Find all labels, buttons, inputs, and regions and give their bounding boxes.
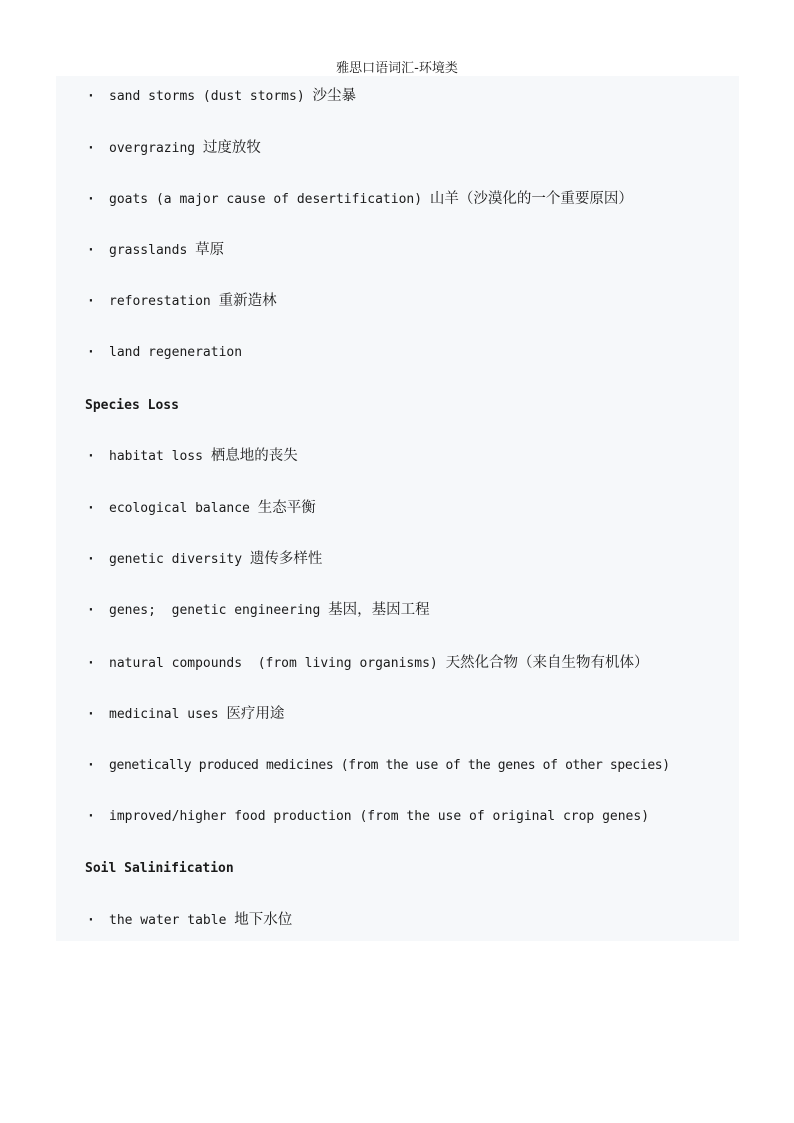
term-en: habitat loss: [109, 449, 203, 464]
term-zh: 重新造林: [218, 293, 277, 309]
list-item: [87, 704, 284, 725]
list-item: [87, 189, 633, 210]
bullet-icon: ·: [87, 603, 95, 618]
page-header: 雅思口语词汇-环境类: [336, 61, 458, 76]
term-en: genetically produced medicines (from the use of the genes of other species): [109, 758, 670, 773]
bullet-icon: ·: [87, 758, 95, 773]
term-en: ecological balance: [109, 501, 250, 516]
list-item: [87, 240, 224, 261]
list-item: [87, 653, 649, 674]
section-heading-soil-salinification: Soil Salinification: [85, 861, 234, 876]
term-en: overgrazing: [109, 141, 196, 156]
list-item: [87, 86, 356, 107]
list-item: [87, 291, 277, 312]
bullet-icon: ·: [87, 89, 95, 104]
bullet-icon: ·: [87, 449, 95, 464]
bullet-icon: ·: [87, 552, 95, 567]
term-en: the water table: [109, 913, 227, 928]
list-item: [87, 343, 242, 363]
term-zh: 医疗用途: [226, 706, 285, 722]
term-zh: 地下水位: [234, 912, 293, 928]
term-zh: 过度放牧: [202, 140, 261, 156]
bullet-icon: ·: [87, 707, 95, 722]
list-item: [87, 138, 261, 159]
bullet-icon: ·: [87, 294, 95, 309]
term-zh: 山羊（沙漠化的一个重要原因）: [429, 191, 633, 207]
bullet-icon: ·: [87, 501, 95, 516]
term-zh: 天然化合物（来自生物有机体）: [445, 655, 649, 671]
term-en: reforestation: [109, 294, 211, 309]
term-zh: 生态平衡: [257, 500, 316, 516]
term-en: land regeneration: [109, 345, 243, 360]
list-item: [87, 549, 322, 570]
bullet-icon: ·: [87, 345, 95, 360]
term-zh: 沙尘暴: [312, 88, 356, 104]
bullet-icon: ·: [87, 809, 95, 824]
term-en: improved/higher food production (from the use of original crop genes): [109, 809, 650, 824]
term-zh: 栖息地的丧失: [210, 448, 298, 464]
term-en: natural compounds (from living organisms): [109, 656, 438, 671]
section-heading-species-loss: Species Loss: [85, 398, 179, 413]
term-en: sand storms (dust storms): [109, 89, 305, 104]
term-en: grasslands: [109, 243, 188, 258]
list-item: [87, 756, 670, 776]
term-en: genetic diversity: [109, 552, 243, 567]
bullet-icon: ·: [87, 656, 95, 671]
bullet-icon: ·: [87, 141, 95, 156]
list-item: [87, 807, 649, 827]
term-en: genes; genetic engineering: [109, 603, 321, 618]
list-item: [87, 910, 292, 931]
list-item: [87, 600, 430, 621]
list-item: [87, 498, 316, 519]
bullet-icon: ·: [87, 913, 95, 928]
list-item: [87, 446, 298, 467]
bullet-icon: ·: [87, 192, 95, 207]
term-en: goats (a major cause of desertification): [109, 192, 423, 207]
bullet-icon: ·: [87, 243, 95, 258]
term-zh: 草原: [195, 242, 225, 258]
term-zh: 基因，基因工程: [328, 602, 430, 618]
term-en: medicinal uses: [109, 707, 219, 722]
term-zh: 遗传多样性: [249, 551, 323, 567]
